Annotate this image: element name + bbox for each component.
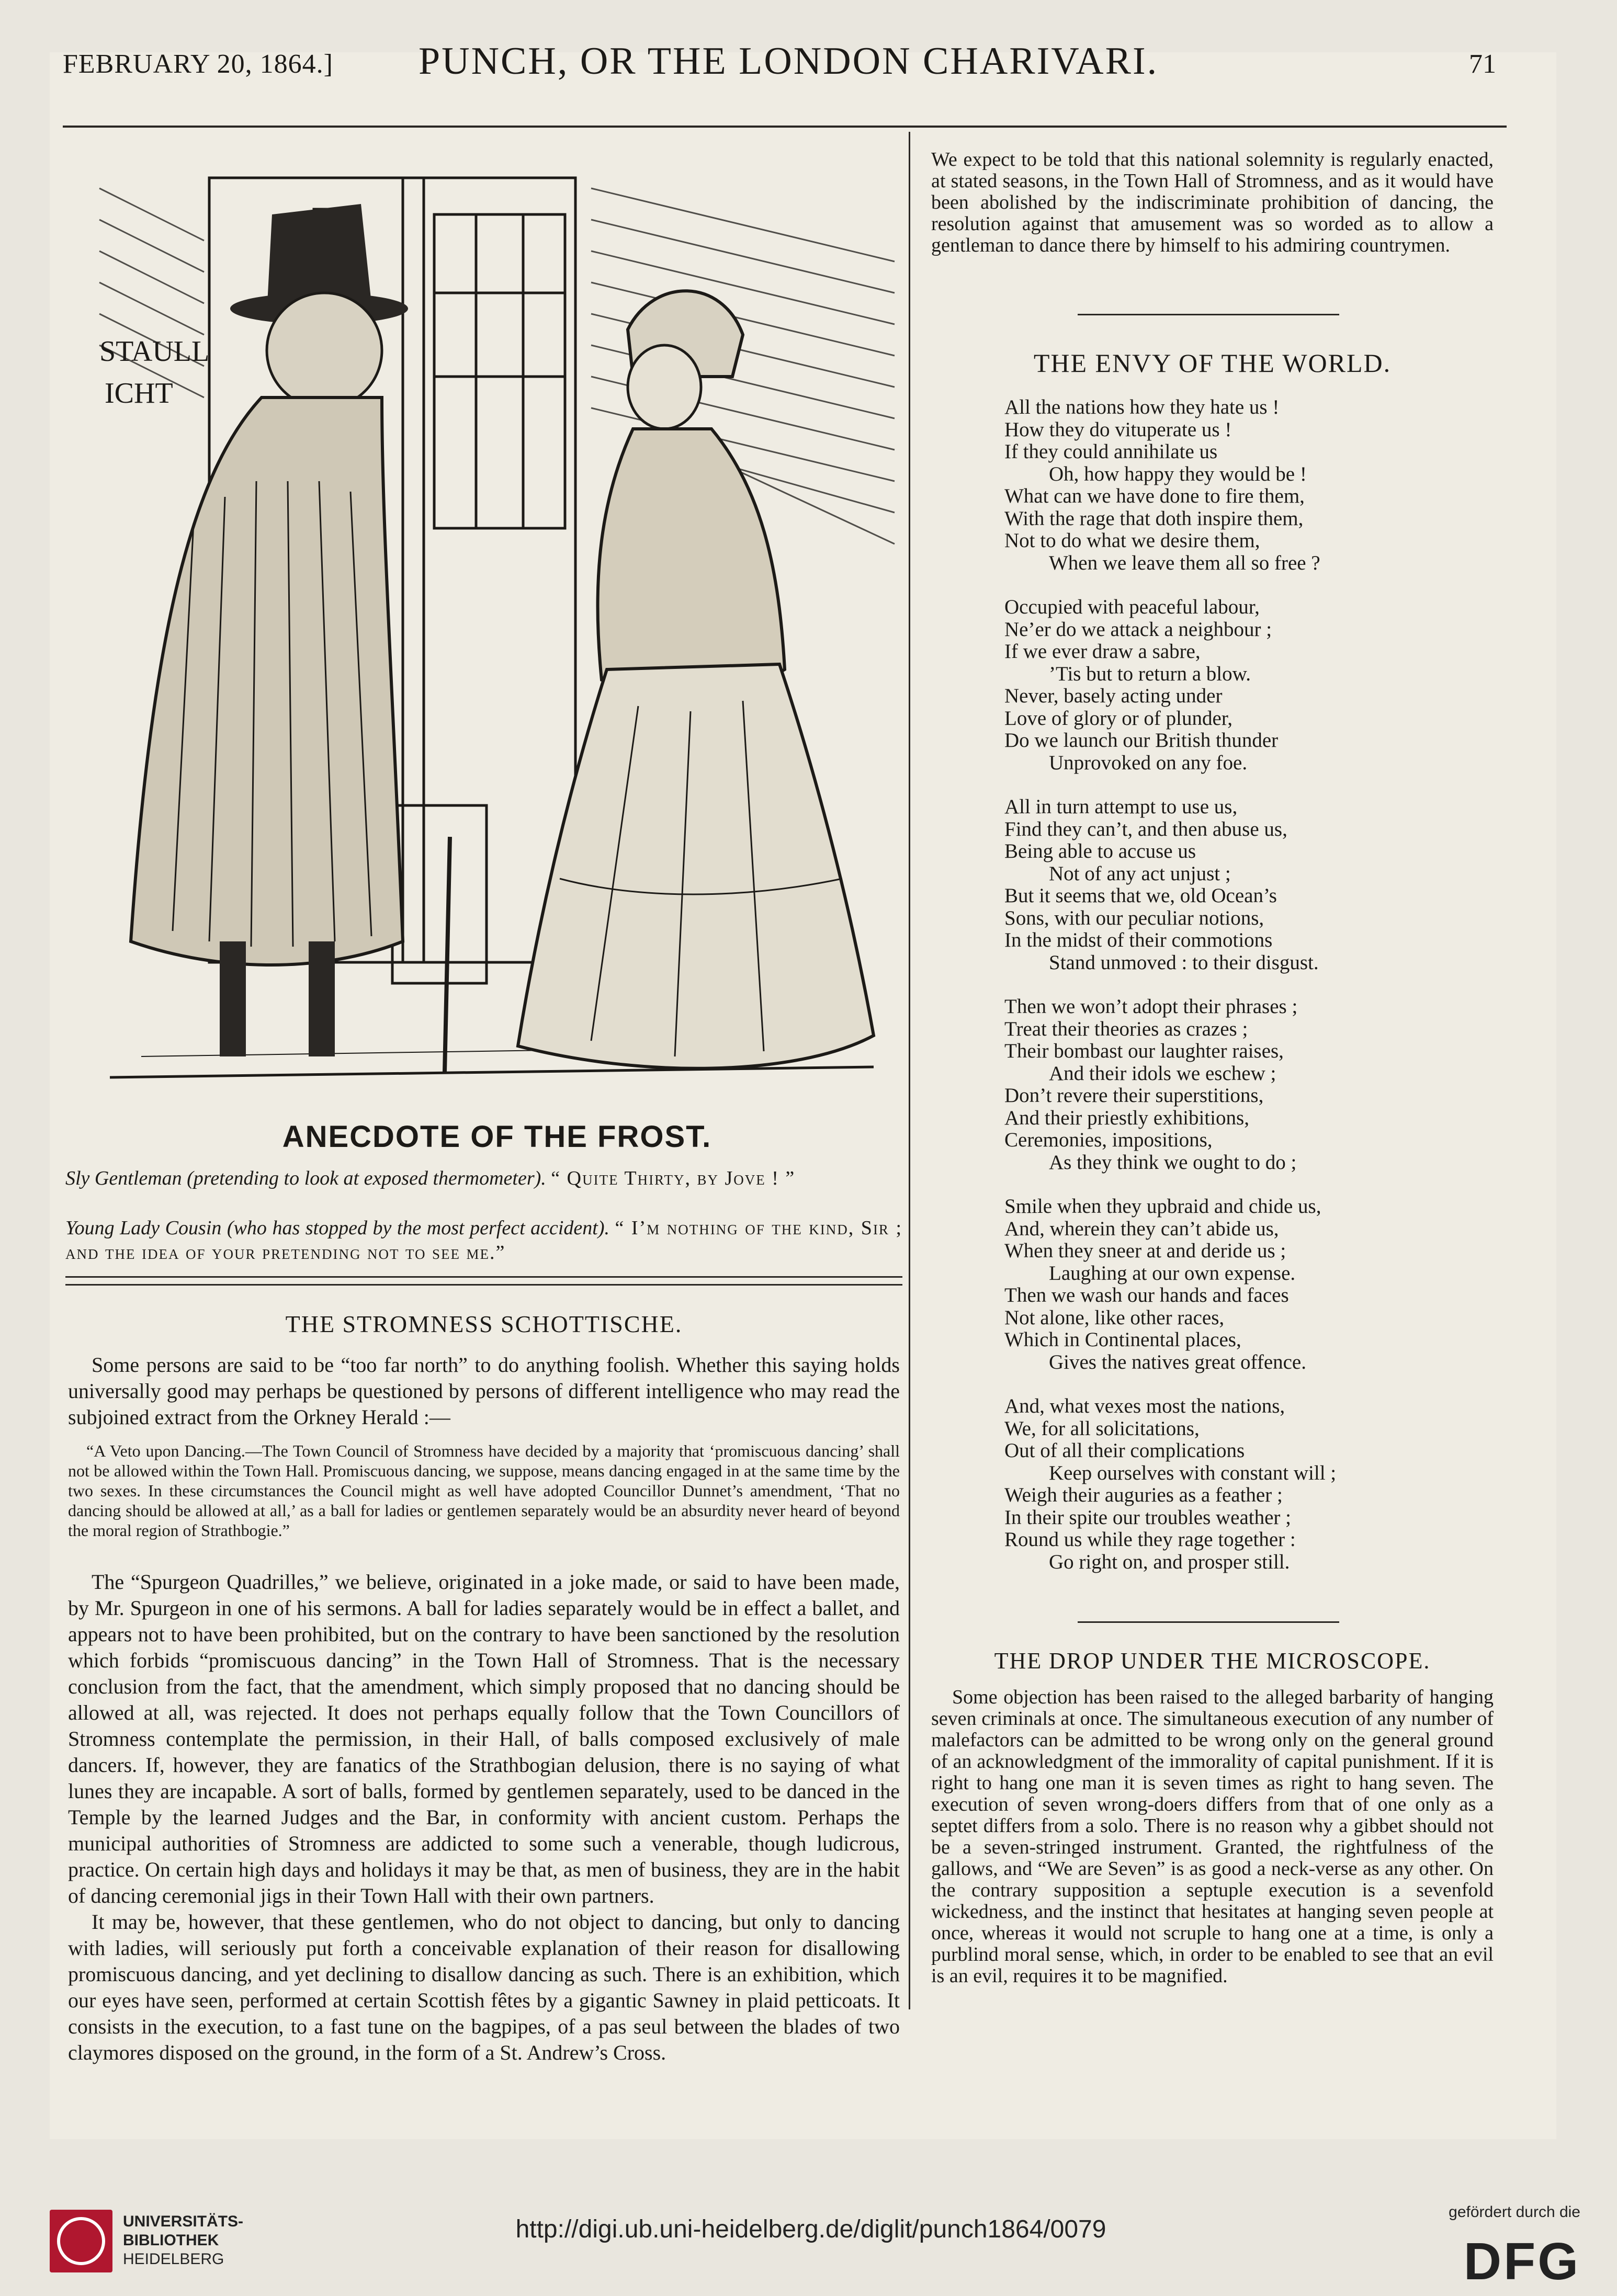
poem-line: When they sneer at and deride us ; <box>1004 1240 1286 1262</box>
cartoon-caption-1 <box>65 1166 902 1191</box>
caption-2-speaker: Young Lady Cousin <box>65 1217 222 1239</box>
poem-line: Go right on, and prosper still. <box>1049 1550 1290 1573</box>
caption-2-direction: (who has stopped by the most perfect accident). <box>227 1217 610 1239</box>
stromness-para-3: We expect to be told that this national solemnity is regularly enacted, at stated seasons, in the Town Hall of Stromness, and as it would have been abolished by the indiscriminate prohibition of dancing, the resolution against that amusement was so worded as to allow a gentleman to dance there by himself to his admiring countrymen. <box>931 149 1494 256</box>
poem-line: Their bombast our laughter raises, <box>1004 1040 1284 1062</box>
envy-title: THE ENVY OF THE WORLD. <box>1033 348 1392 378</box>
poem-line: But it seems that we, old Ocean’s <box>1004 884 1277 907</box>
university-seal-icon <box>50 2210 112 2272</box>
poem-line: Round us while they rage together : <box>1004 1528 1296 1551</box>
print-display <box>434 214 565 528</box>
page-header <box>63 39 1501 97</box>
poem-line: Unprovoked on any foe. <box>1049 751 1248 774</box>
institution-line-2: BIBLIOTHEK <box>123 2232 219 2249</box>
institution-line-1: UNIVERSITÄTS- <box>123 2213 244 2230</box>
header-title: PUNCH, OR THE LONDON CHARIVARI. <box>419 40 1159 83</box>
caption-1-speech: “ Quite Thirty, by Jove ! ” <box>551 1167 796 1189</box>
caption-2-speech: “ I’m nothing of the kind, Sir ; and the idea of your pretending not to see me.” <box>65 1217 903 1264</box>
sign-fragment-2: ICHT <box>105 377 173 410</box>
stromness-title: THE STROMNESS SCHOTTISCHE. <box>285 1311 683 1337</box>
poem-line: Which in Continental places, <box>1004 1328 1241 1351</box>
funding-label: gefördert durch die <box>1449 2203 1580 2221</box>
poem-line: ’Tis but to return a blow. <box>1049 662 1251 685</box>
poem-line: If we ever draw a sabre, <box>1004 640 1201 663</box>
poem-stanza <box>1004 596 1475 774</box>
poem-stanza <box>1004 796 1475 974</box>
poem-line: Ceremonies, impositions, <box>1004 1129 1213 1151</box>
cartoon-title: ANECDOTE OF THE FROST. <box>282 1120 712 1154</box>
poem-line: Not to do what we desire them, <box>1004 529 1260 552</box>
poem-line: Weigh their auguries as a feather ; <box>1004 1484 1283 1506</box>
section-rule-1 <box>1078 314 1339 315</box>
poem-line: Laughing at our own expense. <box>1049 1261 1296 1285</box>
stromness-para-1: The “Spurgeon Quadrilles,” we believe, originated in a joke made, or said to have been made, by Mr. Spurgeon in one of his sermons. A ball for ladies separately would be in effect a ballet, and appears not to have been prohibited, but on the contrary to have been sanctioned by the resolution which forbids “promiscuous dancing” in the Town Hall of Stromness. That is the necessary conclusion from the fact, that the amendment, which simply proposed that no dancing should be allowed at all, was rejected. It does not perhaps equally follow that the Town Councillors of Stromness contemplate the permission, in their Hall, of balls composed exclusively of male dancers. If, however, they are fanatics of the Strathbogian delusion, there is no saying of what lunes they are incapable. A sort of balls, formed by gentlemen separately, used to be danced in the Temple by the learned Judges and the Bar, in conformity with ancient custom. Perhaps the municipal authorities of Stromness are addicted to some such a venerable, though ludicrous, practice. On certain high days and holidays it may be that, as men of business, they are in the habit of dancing ceremonial jigs in their Town Hall with their own partners. <box>68 1570 900 1907</box>
poem-line: Being able to accuse us <box>1004 840 1196 862</box>
cartoon-illustration <box>89 157 905 1104</box>
poem-line: Oh, how happy they would be ! <box>1049 462 1307 485</box>
poem-line: Love of glory or of plunder, <box>1004 707 1232 730</box>
poem-line: Don’t revere their superstitions, <box>1004 1084 1264 1107</box>
poem-line: And their priestly exhibitions, <box>1004 1106 1249 1129</box>
poem-line: What can we have done to fire them, <box>1004 485 1305 507</box>
poem-line: Out of all their complications <box>1004 1439 1245 1462</box>
poem-line: With the rage that doth inspire them, <box>1004 507 1304 530</box>
poem-line: In their spite our troubles weather ; <box>1004 1506 1291 1529</box>
poem-line: Gives the natives great offence. <box>1049 1350 1306 1373</box>
column-rule <box>909 132 910 2009</box>
poem-line: Sons, with our peculiar notions, <box>1004 906 1264 929</box>
sign-fragment-1: STAULL <box>99 335 210 368</box>
walking-stick <box>445 837 450 1072</box>
poem-line: As they think we ought to do ; <box>1049 1151 1297 1174</box>
poem-line: Then we won’t adopt their phrases ; <box>1004 995 1298 1018</box>
poem-line: Stand unmoved : to their disgust. <box>1049 951 1319 974</box>
poem-stanza <box>1004 1395 1475 1573</box>
caption-1-speaker: Sly Gentleman <box>65 1167 182 1189</box>
poem-line: Never, basely acting under <box>1004 685 1223 707</box>
poem-line: In the midst of their commotions <box>1004 929 1273 951</box>
poem-line: When we leave them all so free ? <box>1049 551 1320 574</box>
section-rule-2 <box>1078 1621 1339 1623</box>
header-date: FEBRUARY 20, 1864.] <box>63 49 333 79</box>
poem-line: Not of any act unjust ; <box>1049 862 1231 885</box>
poem-line: Then we wash our hands and faces <box>1004 1284 1289 1306</box>
poem-line: And, wherein they can’t abide us, <box>1004 1217 1279 1240</box>
poem-line: Ne’er do we attack a neighbour ; <box>1004 618 1272 641</box>
page-number: 71 <box>1469 49 1496 79</box>
poem-line: How they do vituperate us ! <box>1004 418 1232 441</box>
poem-stanza <box>1004 1196 1475 1373</box>
stromness-quote: “A Veto upon Dancing.—The Town Council of Stromness have decided by a majority that ‘promiscuous dancing’ shall not be allowed within the Town Hall. Promiscuous dancing, we suppose, means dancing engaged in at the same time by the two sexes. In these circumstances the Council might as well have adopted Councillor Dunnet’s amendment, ‘That no dancing should be allowed at all,’ as a ball for ladies or gentlemen separately would be an absurdity never heard of beyond the moral region of Strathbogie.” <box>68 1441 900 1540</box>
stromness-intro <box>68 1352 900 1430</box>
drop-title: THE DROP UNDER THE MICROSCOPE. <box>994 1648 1431 1674</box>
stromness-intro-text: Some persons are said to be “too far north” to do anything foolish. Whether this saying holds universally good may perhaps be questioned by persons of different intelligence who may read the subjoined extract from the Orkney Herald :— <box>68 1353 900 1429</box>
cartoon-caption-2 <box>65 1216 902 1265</box>
poem-stanza <box>1004 996 1475 1174</box>
poem-stanza <box>1004 396 1475 574</box>
poem-line: If they could annihilate us <box>1004 440 1218 463</box>
poem-line: And, what vexes most the nations, <box>1004 1395 1285 1417</box>
poem-line: Find they can’t, and then abuse us, <box>1004 817 1287 840</box>
header-rule <box>63 126 1507 128</box>
poem-line: Treat their theories as crazes ; <box>1004 1017 1248 1040</box>
stromness-body <box>68 1569 900 2066</box>
poem-line: Smile when they upbraid and chide us, <box>1004 1195 1321 1218</box>
institution-name <box>123 2212 243 2269</box>
source-url-link[interactable]: http://digi.ub.uni-heidelberg.de/diglit/punch1864/0079 <box>515 2215 1106 2243</box>
poem-line: Occupied with peaceful labour, <box>1004 596 1260 618</box>
poem-line: All the nations how they hate us ! <box>1004 396 1280 418</box>
poem-line: Keep ourselves with constant will ; <box>1049 1461 1337 1484</box>
caption-1-direction: (pretending to look at exposed thermometer). <box>187 1167 546 1189</box>
drop-text: Some objection has been raised to the alleged barbarity of hanging seven criminals at once. The simultaneous execution of any number of malefactors can be admitted to be wrong only on the general ground of an acknowledgment of the immorality of capital punishment. If it is right to hang one man it is seven times as right to hang seven. The execution of seven wrong-doers differs from that of one only as a septet differs from a solo. There is no reason why a gibbet should not be a seven-stringed instrument. Granted, the rightfulness of the gallows, and “We are Seven” is as good a neck-verse as any other. On the contrary supposition a septuple execution is a sevenfold wickedness, and the instinct that hesitates at hanging seven people at once, whereas it would not scruple to hang one at a time, is only a purblind moral sense, which, in order to be enabled to see that an evil is an evil, requires it to be magnified. <box>931 1686 1494 1987</box>
envy-poem <box>1004 396 1475 1595</box>
window-grating <box>392 805 487 983</box>
poem-line: Not alone, like other races, <box>1004 1306 1225 1329</box>
lady-figure <box>518 291 874 1069</box>
poem-line: All in turn attempt to use us, <box>1004 795 1238 818</box>
section-divider-double <box>65 1276 902 1286</box>
poem-line: We, for all solicitations, <box>1004 1417 1200 1440</box>
stromness-para-2: It may be, however, that these gentlemen, who do not object to dancing, but only to dancing with ladies, will seriously put forth a conceivable explanation of their reason for disallowing promiscuous dancing, and yet declining to disallow dancing as such. There is an exhibition, which our eyes have seen, performed at certain Scottish fêtes by a gigantic Sawney in plaid petticoats. It consists in the execution, to a fast tune on the bagpipes, of a pas seul between the blades of two claymores disposed on the ground, in the form of a St. Andrew’s Cross. <box>68 1910 900 2064</box>
dfg-logo: DFG <box>1463 2232 1580 2291</box>
digitization-footer <box>0 2189 1617 2296</box>
poem-line: And their idols we eschew ; <box>1049 1062 1276 1085</box>
poem-line: Do we launch our British thunder <box>1004 729 1279 752</box>
institution-line-3: HEIDELBERG <box>123 2250 224 2268</box>
